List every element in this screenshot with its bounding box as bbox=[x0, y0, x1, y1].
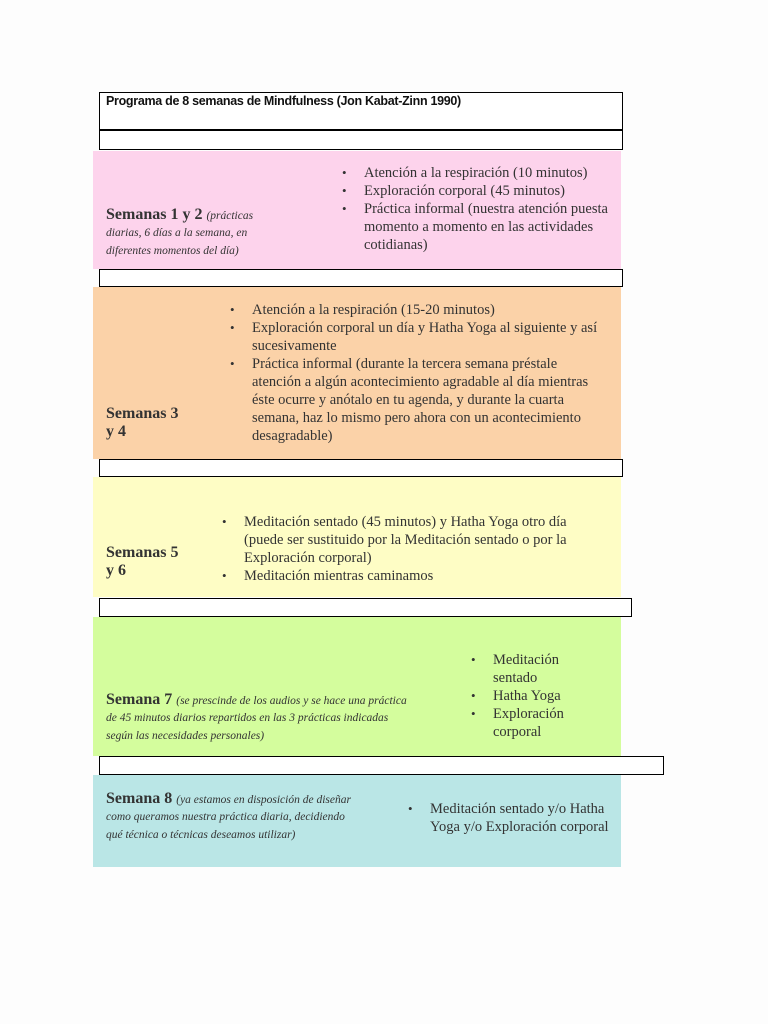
list-item: • Hatha Yoga bbox=[469, 687, 579, 705]
list-item: • Atención a la respiración (10 minutos) bbox=[340, 164, 610, 182]
heading-note: (se prescinde de los audios y se hace una práctica de 45 minutos diarios repartidos en las 3 prácticas indicadas según las necesidades personales) bbox=[106, 695, 407, 742]
list-item: • Meditación sentado (45 minutos) y Hatha Yoga otro día (puede ser sustituido por la Meditación sentado o por la Exploración corporal) bbox=[220, 513, 600, 567]
list-item: • Práctica informal (nuestra atención puesta momento a momento en las actividades cotidianas) bbox=[340, 200, 610, 254]
empty-row bbox=[99, 756, 664, 775]
list-item: • Meditación mientras caminamos bbox=[220, 567, 600, 585]
practice-list bbox=[228, 301, 608, 445]
list-item: • Exploración corporal (45 minutos) bbox=[340, 182, 610, 200]
section-heading bbox=[106, 544, 186, 581]
heading-text: Semana 7 bbox=[106, 691, 177, 708]
section-heading bbox=[106, 691, 416, 744]
section-heading bbox=[106, 790, 361, 843]
heading-text: Semana 8 bbox=[106, 790, 177, 807]
section-week-8 bbox=[93, 775, 621, 867]
heading-note: (ya estamos en disposición de diseñar como queramos nuestra práctica diaria, decidiendo qué técnica o técnicas deseamos utilizar) bbox=[106, 794, 351, 841]
section-heading bbox=[106, 405, 186, 442]
empty-row bbox=[99, 598, 632, 617]
empty-row bbox=[99, 459, 623, 477]
practice-list bbox=[406, 800, 616, 836]
practice-list bbox=[340, 164, 610, 254]
heading-note: (prácticas diarias, 6 días a la semana, en diferentes momentos del día) bbox=[106, 210, 254, 257]
list-item: • Meditación sentado bbox=[469, 651, 579, 687]
practice-list bbox=[469, 651, 579, 741]
section-weeks-1-2 bbox=[93, 151, 621, 269]
heading-text: Semanas 5 y 6 bbox=[106, 544, 179, 580]
list-item: • Exploración corporal un día y Hatha Yoga al siguiente y así sucesivamente bbox=[228, 319, 608, 355]
list-item: • Práctica informal (durante la tercera semana préstale atención a algún acontecimiento agradable al día mientras éste ocurre y anótalo en tu agenda, y durante la cuarta semana, haz lo mismo pero ahora con un acontecimiento desagradable) bbox=[228, 355, 608, 445]
section-weeks-5-6 bbox=[93, 477, 621, 597]
practice-list bbox=[220, 513, 600, 585]
section-weeks-3-4 bbox=[93, 287, 621, 459]
list-item: • Meditación sentado y/o Hatha Yoga y/o Exploración corporal bbox=[406, 800, 616, 836]
empty-row bbox=[99, 130, 623, 150]
empty-row bbox=[99, 269, 623, 287]
section-heading bbox=[106, 206, 281, 259]
heading-text: Semanas 1 y 2 bbox=[106, 206, 207, 223]
program-title: Programa de 8 semanas de Mindfulness (Jon Kabat-Zinn 1990) bbox=[99, 92, 623, 130]
list-item: • Atención a la respiración (15-20 minutos) bbox=[228, 301, 608, 319]
heading-text: Semanas 3 y 4 bbox=[106, 405, 179, 441]
section-week-7 bbox=[93, 617, 621, 756]
list-item: • Exploración corporal bbox=[469, 705, 579, 741]
